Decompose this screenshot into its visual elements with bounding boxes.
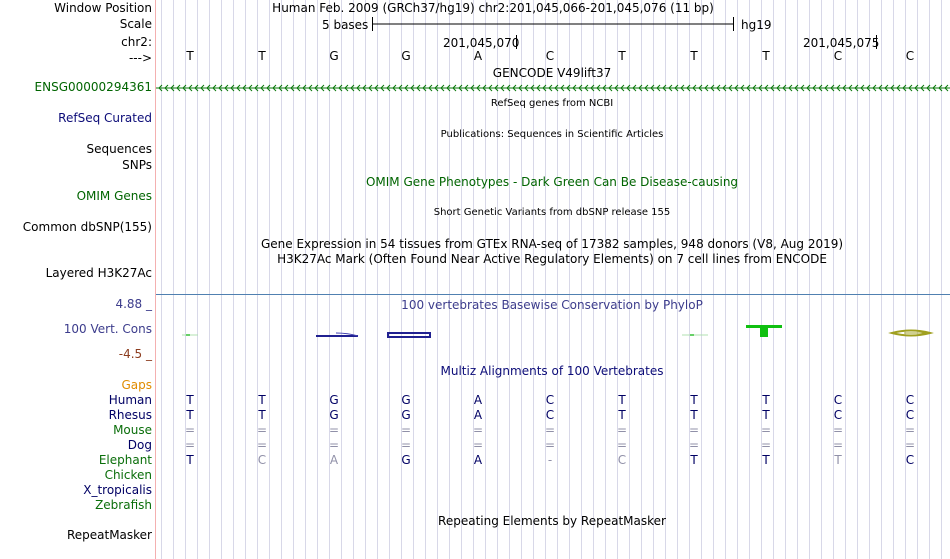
alignment-base: = [760,423,772,437]
track-label-column [0,0,156,559]
alignment-base: T [834,453,842,467]
alignment-base: T [618,408,626,422]
alignment-base: T [762,393,770,407]
dbsnp-track-title: Short Genetic Variants from dbSNP release 155 [433,207,671,218]
publications-track-title: Publications: Sequences in Scientific Articles [440,129,664,140]
alignment-base: C [833,393,843,407]
vert-cons-label[interactable]: 100 Vert. Cons [63,322,152,336]
snps-label[interactable]: SNPs [122,158,152,172]
alignment-base: = [256,438,268,452]
alignment-base: = [688,438,700,452]
alignment-base: = [184,438,196,452]
species-label-mouse: Mouse [113,423,152,437]
alignment-base: A [473,393,483,407]
alignment-base: = [832,423,844,437]
alignment-base: = [760,438,772,452]
alignment-base: C [833,408,843,422]
alignment-base: = [616,423,628,437]
sequences-label[interactable]: Sequences [86,142,152,156]
alignment-base: G [401,408,411,422]
alignment-base: = [256,423,268,437]
alignment-base: - [547,453,553,467]
alignment-base: = [832,438,844,452]
base-letter: C [905,49,915,63]
alignment-base: = [328,438,340,452]
alignment-base: = [400,438,412,452]
omim-genes-label[interactable]: OMIM Genes [76,189,152,203]
alignment-base: = [544,438,556,452]
gencode-track-title: GENCODE V49lift37 [492,66,612,80]
base-letter: C [545,49,555,63]
alignment-base: G [329,393,339,407]
base-letter: T [690,49,698,63]
window-position-label: Window Position [54,1,152,15]
conservation-min-value: -4.5 _ [118,347,152,361]
chrom-label: chr2: [121,35,152,49]
alignment-base: T [186,393,194,407]
alignment-base: A [329,453,339,467]
species-label-zebrafish: Zebrafish [95,498,152,512]
alignment-base: A [473,408,483,422]
base-letter: G [401,49,411,63]
gaps-label: Gaps [121,378,152,392]
phylop-track-title: 100 vertebrates Basewise Conservation by PhyloP [401,298,703,312]
species-label-chicken: Chicken [104,468,152,482]
alignment-base: = [472,438,484,452]
species-label-elephant: Elephant [98,453,152,467]
species-label-human: Human [108,393,152,407]
base-letter: T [618,49,626,63]
species-label-dog: Dog [127,438,152,452]
alignment-base: T [186,408,194,422]
alignment-base: C [905,453,915,467]
track-image-area[interactable] [156,0,950,559]
alignment-base: = [688,423,700,437]
conservation-graph[interactable] [156,0,950,400]
gencode-gene-label[interactable]: ENSG00000294361 [34,80,152,94]
alignment-base: T [690,408,698,422]
alignment-base: T [618,393,626,407]
alignment-base: G [329,408,339,422]
alignment-base: C [617,453,627,467]
alignment-base: C [905,393,915,407]
base-letter: T [258,49,266,63]
conservation-max-value: 4.88 _ [115,297,152,311]
alignment-base: T [258,408,266,422]
position-tick-1: 201,045,070 [443,36,520,50]
base-letter: T [762,49,770,63]
alignment-base: C [905,408,915,422]
position-tick-2: 201,045,075 [803,36,880,50]
layered-h3k27ac-label[interactable]: Layered H3K27Ac [45,266,152,280]
alignment-base: = [904,438,916,452]
alignment-base: = [472,423,484,437]
alignment-base: T [690,393,698,407]
common-dbsnp-label[interactable]: Common dbSNP(155) [22,220,152,234]
window-position-text: Human Feb. 2009 (GRCh37/hg19) chr2:201,045,066-201,045,076 (11 bp) [272,1,714,15]
alignment-base: = [328,423,340,437]
base-letter: A [473,49,483,63]
base-letter: G [329,49,339,63]
alignment-base: G [401,453,411,467]
alignment-base: A [473,453,483,467]
base-letter: T [186,49,194,63]
alignment-base: G [401,393,411,407]
refseq-curated-label[interactable]: RefSeq Curated [58,111,152,125]
alignment-base: C [545,393,555,407]
scale-label: Scale [119,17,152,31]
alignment-base: = [184,423,196,437]
multiz-track-title: Multiz Alignments of 100 Vertebrates [440,364,664,378]
alignment-base: T [762,408,770,422]
alignment-base: C [257,453,267,467]
alignment-base: = [400,423,412,437]
alignment-base: = [616,438,628,452]
alignment-base: = [544,423,556,437]
species-label-rhesus: Rhesus [108,408,152,422]
scale-bases-text: 5 bases [322,18,369,32]
repeatmasker-label[interactable]: RepeatMasker [66,528,152,542]
alignment-base: T [762,453,770,467]
h3k27ac-track-title: H3K27Ac Mark (Often Found Near Active Regulatory Elements) on 7 cell lines from ENCODE [277,252,827,266]
base-letter: C [833,49,843,63]
alignment-base: = [904,423,916,437]
alignment-base: T [186,453,194,467]
repeatmasker-track-title: Repeating Elements by RepeatMasker [438,514,666,528]
refseq-track-title: RefSeq genes from NCBI [490,98,614,109]
gtex-track-title: Gene Expression in 54 tissues from GTEx RNA-seq of 17382 samples, 948 donors (V8, Aug 2019) [260,237,844,251]
omim-track-title: OMIM Gene Phenotypes - Dark Green Can Be Disease-causing [365,175,739,189]
assembly-label: hg19 [741,18,772,32]
strand-label: ---> [128,51,152,65]
alignment-base: T [258,393,266,407]
alignment-base: T [690,453,698,467]
species-label-x-tropicalis: X_tropicalis [83,483,152,497]
alignment-base: C [545,408,555,422]
